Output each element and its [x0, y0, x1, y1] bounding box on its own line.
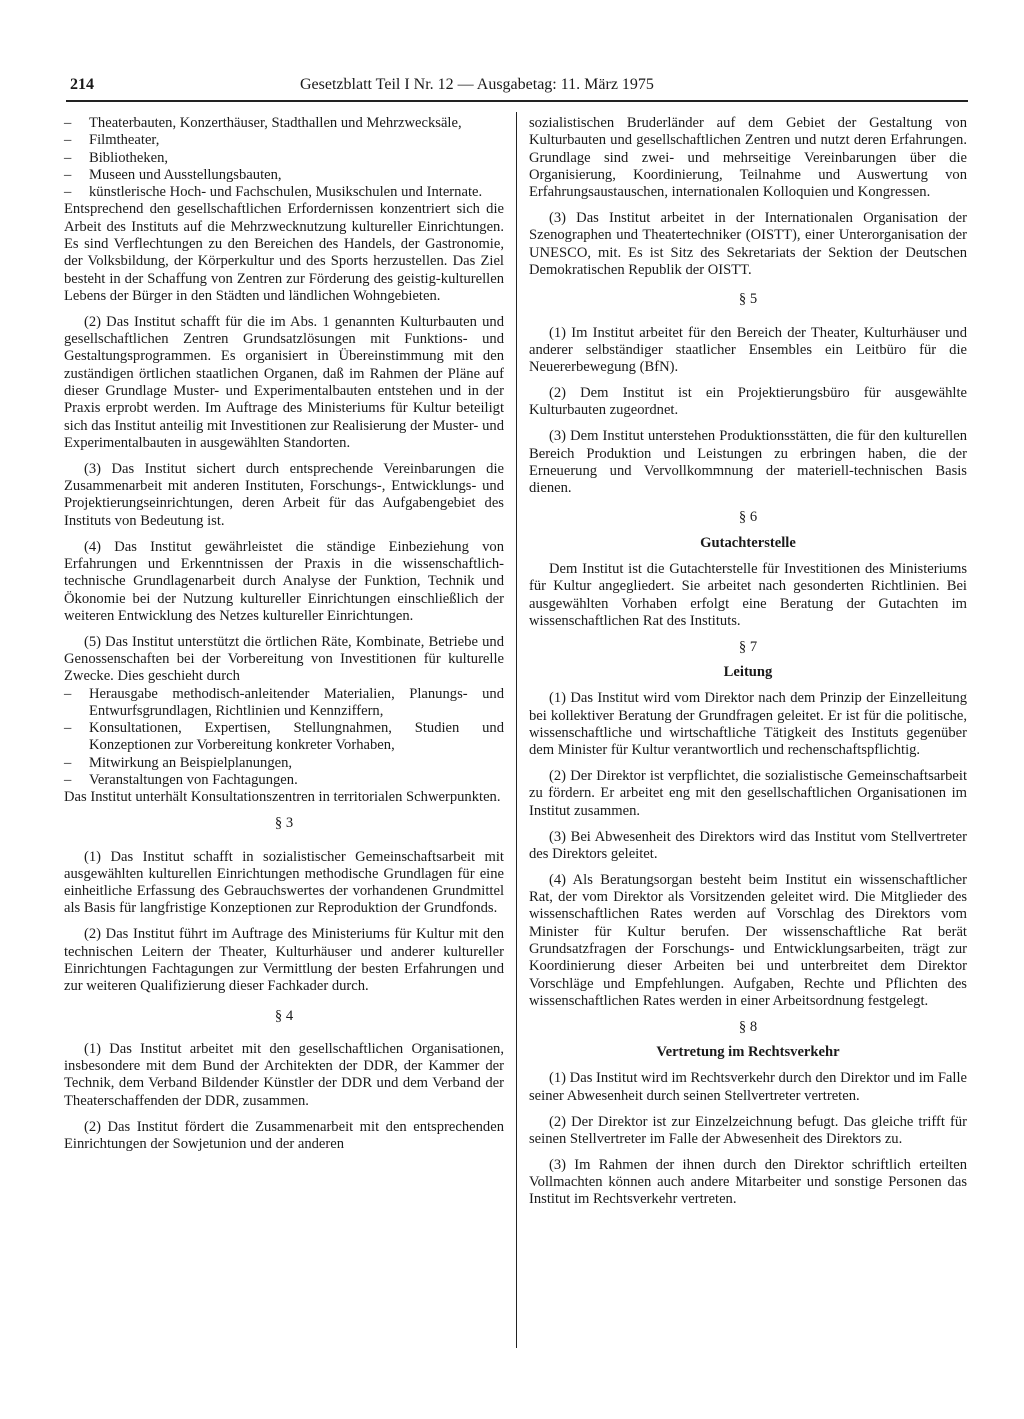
list-item: – Mitwirkung an Beispielplanungen,	[64, 754, 293, 771]
section-title: § 4	[274, 1007, 294, 1024]
section-heading: Gutachterstelle	[700, 534, 796, 551]
dash-icon: –	[64, 115, 72, 131]
paragraph: (1) Im Institut arbeitet für den Bereich der Theater, Kulturhäuser und anderer selbständiger staatlicher Ensembles ein Leitbüro für die Neuererbewegung (BfN).	[529, 324, 967, 376]
section-title: § 5	[738, 291, 758, 308]
paragraph: sozialistischen Bruderländer auf dem Gebiet der Gestaltung von Kulturbauten und gesellschaftlichen Zentren und nutzt deren Erfahrungen. Grundlage sind zwei- und mehrseitige Vereinbarungen über die Organisierung, Koordinierung, Teilnahme und Auswertung von Erfahrungsaustauschen, internationalen Kolloquien und Kongressen.	[529, 115, 967, 201]
section-title: § 8	[738, 1018, 758, 1035]
paragraph: (4) Als Beratungsorgan besteht beim Institut ein wissenschaftlicher Rat, der vom Direktor als Vorsitzenden geleitet wird. Die Mitglieder des wissenschaftlichen Rates werden auf Vorschlag des Direktors vom Minister für Kultur berufen. Der wissenschaftliche Rat berät Grundsatzfragen der Forschungs- und Entwicklungsarbeiten, trägt zur Koordinierung dieser Arbeiten bei und unterbreitet dem Direktor Vorschläge und Empfehlungen. Aufgaben, Rechte und Pflichten des wissenschaftlichen Rates werden in einer Arbeitsordnung festgelegt.	[529, 871, 967, 1009]
column-divider	[516, 112, 517, 1348]
dash-icon: –	[64, 720, 72, 737]
list-item: – Bibliotheken,	[64, 149, 169, 166]
section-title: § 3	[274, 815, 294, 832]
dash-icon: –	[64, 184, 72, 201]
paragraph: (1) Das Institut schafft in sozialistischer Gemeinschaftsarbeit mit ausgewählten kulturellen Einrichtungen methodische Grundlagen für eine einheitliche Erfassung des Gebrauchswertes der vorhandenen Grundmittel als Basis für langfristige Konzeptionen zur Reproduktion der Grundfonds.	[64, 848, 504, 917]
dash-icon: –	[64, 166, 72, 183]
paragraph: (2) Der Direktor ist verpflichtet, die sozialistische Gemeinschaftsarbeit zu fördern. Er arbeitet eng mit den gesellschaftlichen Organisationen im Institut zusammen.	[529, 768, 967, 819]
left-column	[64, 115, 504, 1162]
dash-icon: –	[64, 772, 72, 789]
header-rule	[66, 100, 968, 102]
building-types-list	[64, 115, 504, 201]
paragraph: (2) Das Institut schafft für die im Abs. 1 genannten Kulturbauten und gesellschaftlichen Zentren Grundsatzlösungen mit Funktions- und Gestaltungsprogrammen. Es organisiert in Übereinstimmung mit den zuständigen örtlichen staatlichen Organen, daß im Rahmen der Pläne auf dieser Grundlage Muster- und Experimentalbauten entstehen und in der Praxis erprobt werden. Im Auftrage des Ministeriums für Kultur beteiligt sich das Institut anteilig mit Investitionen zur Realisierung der Muster- und Experimentalbauten in ausgewählten Standorten.	[64, 313, 504, 451]
paragraph: (3) Das Institut arbeitet in der Internationalen Organisation der Szenographen und Theatertechniker (OISTT), einer Unterorganisation der UNESCO, mit. Es ist Sitz des Sekretariats der Sektion der Deutschen Demokratischen Republik der OISTT.	[529, 210, 967, 278]
list-item: – Konsultationen, Expertisen, Stellungnahmen, Studien und Konzeptionen zur Vorbereitung konkreter Vorhaben,	[64, 720, 504, 754]
right-column	[529, 115, 967, 1217]
section-heading: Vertretung im Rechtsverkehr	[656, 1044, 840, 1061]
list-item: – künstlerische Hoch- und Fachschulen, Musikschulen und Internate.	[64, 184, 483, 201]
page-number: 214	[70, 76, 94, 93]
paragraph: (3) Im Rahmen der ihnen durch den Direktor schriftlich erteilten Vollmachten können auch andere Mitarbeiter und sonstige Personen das Institut im Rechtsverkehr vertreten.	[529, 1156, 967, 1208]
paragraph: Entsprechend den gesellschaftlichen Erfordernissen konzentriert sich die Arbeit des Instituts auf die Mehrzwecknutzung kultureller Einrichtungen. Es sind Verflechtungen zu den Bereichen des Handels, der Gastronomie, der Volksbildung, der Körperkultur und des Sports herzustellen. Das Ziel besteht in der Schaffung von Zentren zur Förderung des geistig-kulturellen Lebens der Bürger in den Städten und ländlichen Wohngebieten.	[64, 201, 504, 304]
dash-icon: –	[64, 754, 72, 771]
paragraph: (1) Das Institut wird im Rechtsverkehr durch den Direktor und im Falle seiner Abwesenheit durch seinen Stellvertreter vertreten.	[529, 1070, 967, 1104]
dash-icon: –	[64, 149, 72, 166]
paragraph: (4) Das Institut gewährleistet die ständige Einbeziehung von Erfahrungen und Erkenntnissen der Praxis in die wissenschaftlich-technische Grundlagenarbeit durch Analyse der Funktion, Technik und Ökonomie bei der Nutzung kultureller Einrichtungen einschließlich der weiteren Entwicklung des Netzes kultureller Einrichtungen.	[64, 538, 504, 624]
paragraph: (2) Das Institut führt im Auftrage des Ministeriums für Kultur mit den technischen Leitern der Theater, Kulturhäuser und anderer kultureller Einrichtungen Fachtagungen zur Vermittlung der besten Erfahrungen und zur weiteren Qualifizierung dieser Fachkader durch.	[64, 926, 504, 995]
dash-icon: –	[64, 685, 72, 702]
paragraph: (2) Der Direktor ist zur Einzelzeichnung befugt. Das gleiche trifft für seinen Stellvertreter im Falle der Abwesenheit des Direktors zu.	[529, 1113, 967, 1147]
paragraph: (3) Dem Institut unterstehen Produktionsstätten, die für den kulturellen Bereich Produktion und Leistungen zu erbringen haben, die der Erneuerung und Vervollkommnung der materiell-technischen Basis dienen.	[529, 428, 967, 497]
paragraph: (2) Das Institut fördert die Zusammenarbeit mit den entsprechenden Einrichtungen der Sowjetunion und der anderen	[64, 1118, 504, 1152]
page-header	[70, 76, 966, 98]
paragraph: Dem Institut ist die Gutachterstelle für Investitionen des Ministeriums für Kultur angegliedert. Sie arbeitet nach gesonderten Richtlinien. Bei ausgewählten Vorhaben erfolgt eine Beratung der Gutachten im wissenschaftlichen Rat des Instituts.	[529, 561, 967, 629]
list-item: – Herausgabe methodisch-anleitender Materialien, Planungs- und Entwurfsgrundlagen, Richtlinien und Kennziffern,	[64, 685, 504, 719]
header-title: Gesetzblatt Teil I Nr. 12 — Ausgabetag: 11. März 1975	[300, 76, 654, 93]
measures-list	[64, 686, 504, 790]
paragraph: (1) Das Institut wird vom Direktor nach dem Prinzip der Einzelleitung bei kollektiver Beratung der Grundfragen geleitet. Er ist für die politische, wissenschaftliche und wirtschaftliche Tätigkeit des Instituts gegenüber dem Minister für Kultur verantwortlich und rechenschaftspflichtig.	[529, 690, 967, 759]
list-item: – Museen und Ausstellungsbauten,	[64, 166, 282, 183]
paragraph: (2) Dem Institut ist ein Projektierungsbüro für ausgewählte Kulturbauten zugeordnet.	[529, 385, 967, 419]
paragraph: (5) Das Institut unterstützt die örtlichen Räte, Kombinate, Betriebe und Genossenschaften bei der Vorbereitung von Investitionen für kulturelle Zwecke. Dies geschieht durch	[64, 633, 504, 685]
section-title: § 7	[738, 638, 758, 655]
dash-icon: –	[64, 132, 72, 149]
list-item: – Veranstaltungen von Fachtagungen.	[64, 772, 298, 789]
paragraph: (3) Das Institut sichert durch entsprechende Vereinbarungen die Zusammenarbeit mit anderen Instituten, Forschungs-, Entwicklungs- und Projektierungseinrichtungen, deren Arbeit für das Aufgabengebiet des Instituts von Bedeutung ist.	[64, 460, 504, 529]
paragraph: Das Institut unterhält Konsultationszentren in territorialen Schwerpunkten.	[64, 789, 501, 806]
paragraph: (3) Bei Abwesenheit des Direktors wird das Institut vom Stellvertreter des Direktors geleitet.	[529, 828, 967, 862]
paragraph: (1) Das Institut arbeitet mit den gesellschaftlichen Organisationen, insbesondere mit dem Bund der Architekten der DDR, der Kammer der Technik, dem Verband Bildender Künstler der DDR und dem Verband der Theaterschaffenden der DDR, zusammen.	[64, 1040, 504, 1109]
list-item: – Theaterbauten, Konzerthäuser, Stadthallen und Mehrzwecksäle,	[64, 115, 462, 131]
section-heading: Leitung	[723, 664, 773, 681]
list-item: – Filmtheater,	[64, 132, 160, 149]
section-title: § 6	[738, 509, 758, 526]
